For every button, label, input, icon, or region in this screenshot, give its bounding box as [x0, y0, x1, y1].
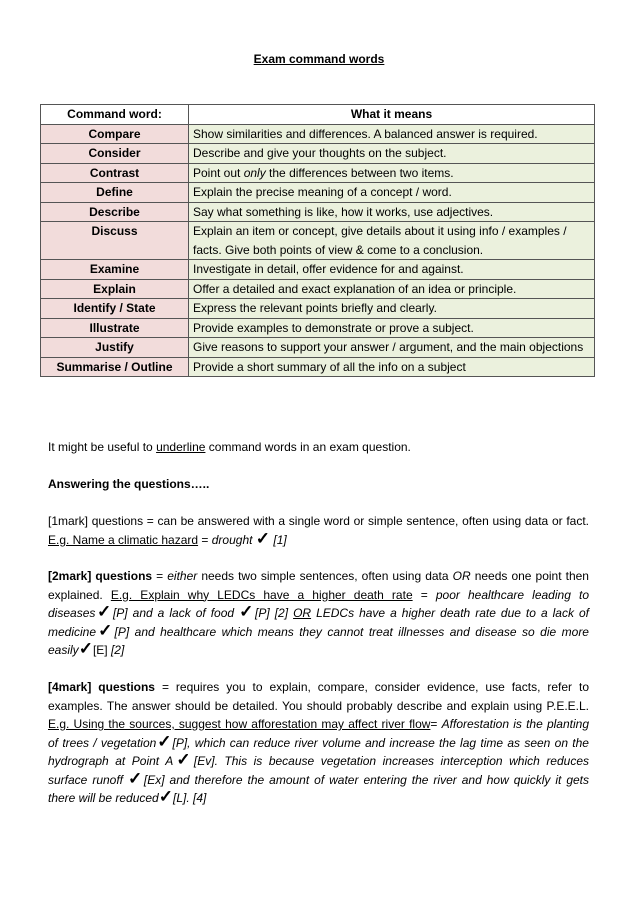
tick-icon: ✓ [78, 639, 93, 658]
command-word: Identify / State [41, 299, 189, 319]
tick-icon: ✓ [173, 750, 194, 769]
command-meaning: Show similarities and differences. A balanced answer is required. [189, 124, 595, 144]
command-word: Illustrate [41, 318, 189, 338]
one-mark-paragraph: [1mark] questions = can be answered with a single word or simple sentence, often using data or fact. E.g. Name a climatic hazard = drought ✓ [1] [48, 514, 589, 548]
table-row [41, 144, 595, 164]
command-word: Consider [41, 144, 189, 164]
tick-icon: ✓ [158, 787, 173, 806]
column-header: Command word: [41, 105, 189, 125]
command-word: Examine [41, 260, 189, 280]
table-row [41, 124, 595, 144]
table-header-row [41, 105, 595, 125]
command-meaning: Describe and give your thoughts on the subject. [189, 144, 595, 164]
command-word: Define [41, 183, 189, 203]
command-word: Compare [41, 124, 189, 144]
column-header: What it means [189, 105, 595, 125]
command-meaning: Investigate in detail, offer evidence for and against. [189, 260, 595, 280]
command-meaning: Offer a detailed and exact explanation of an idea or principle. [189, 279, 595, 299]
tick-icon: ✓ [239, 602, 256, 621]
command-meaning: Provide examples to demonstrate or prove a subject. [189, 318, 595, 338]
command-meaning: Express the relevant points briefly and clearly. [189, 299, 595, 319]
answering-heading: Answering the questions….. [48, 477, 210, 491]
command-word: Contrast [41, 163, 189, 183]
command-meaning: Explain the precise meaning of a concept / word. [189, 183, 595, 203]
command-word: Summarise / Outline [41, 357, 189, 377]
table-row [41, 202, 595, 222]
table-row [41, 260, 595, 280]
four-mark-paragraph: [4mark] questions = requires you to explain, compare, consider evidence, use facts, refer to examples. The answer should be detailed. You should probably describe and explain using P.E.E.L. E.g. Using the sources, suggest how afforestation may affect river flow= Afforestation is the planting of trees / vegetation✓[P], which can reduce river volume and increase the lag time as seen on the hydrograph at Point A✓[Ev]. This is because vegetation increases interception which reduces surface runoff ✓[Ex] and therefore the amount of water entering the river and how quickly it gets there will be reduced✓[L]. [4] [48, 680, 590, 806]
table-row [41, 279, 595, 299]
table-row [41, 357, 595, 377]
table-row [41, 338, 595, 358]
underline-note: It might be useful to underline command words in an exam question. [48, 440, 411, 454]
command-words-table [40, 104, 595, 377]
command-word: Discuss [41, 222, 189, 260]
command-meaning: Provide a short summary of all the info on a subject [189, 357, 595, 377]
tick-icon: ✓ [127, 768, 144, 788]
table-row [41, 318, 595, 338]
command-word: Justify [41, 338, 189, 358]
tick-icon: ✓ [96, 620, 115, 640]
table-row [41, 299, 595, 319]
tick-icon: ✓ [156, 731, 173, 751]
command-meaning: Point out only the differences between two items. [189, 163, 595, 183]
tick-icon: ✓ [255, 528, 271, 548]
table-row [41, 183, 595, 203]
command-meaning: Explain an item or concept, give details about it using info / examples / facts. Give both points of view & come to a conclusion. [189, 222, 595, 260]
two-mark-paragraph: [2mark] questions = either needs two simple sentences, often using data OR needs one point then explained. E.g. Explain why LEDCs have a higher death rate = poor healthcare leading to diseases✓[P] and a lack of food ✓[P] [2] OR LEDCs have a higher death rate due to a lack of medicine✓[P] and healthcare which means they cannot treat illnesses and disease so die more easily✓[E] [2] [48, 569, 589, 658]
command-meaning: Say what something is like, how it works, use adjectives. [189, 202, 595, 222]
tick-icon: ✓ [95, 602, 113, 621]
page-title: Exam command words [253, 52, 385, 66]
command-meaning: Give reasons to support your answer / argument, and the main objections [189, 338, 595, 358]
table-row [41, 222, 595, 260]
command-word: Describe [41, 202, 189, 222]
command-word: Explain [41, 279, 189, 299]
table-row [41, 163, 595, 183]
